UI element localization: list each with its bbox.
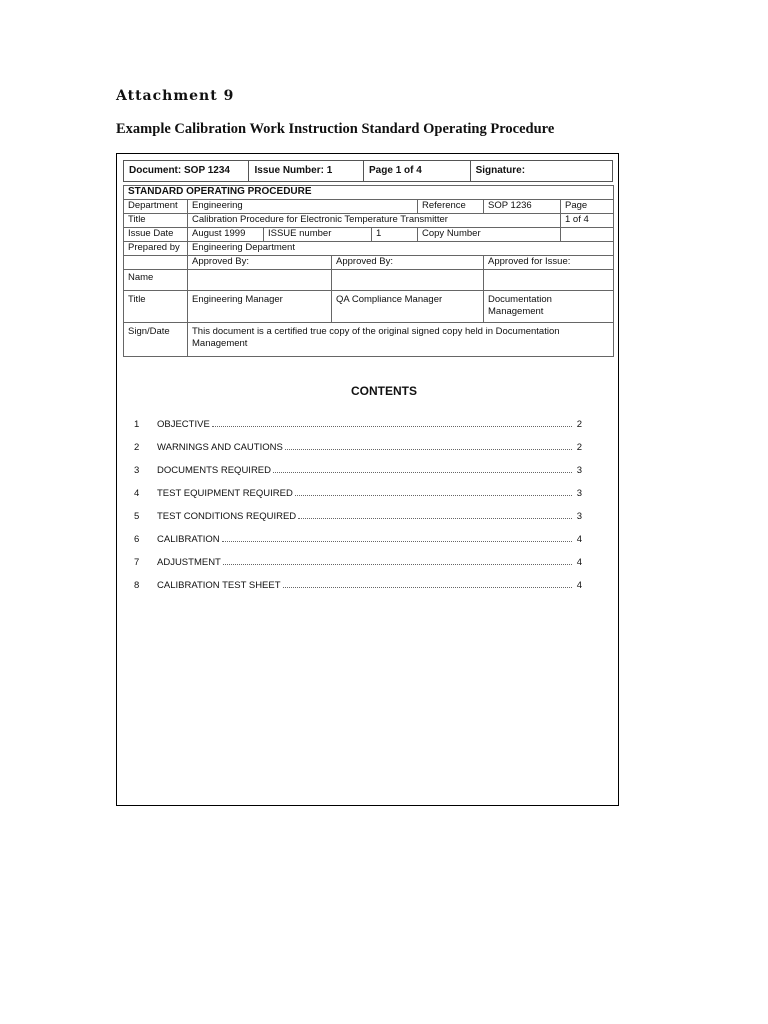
issue-number: Issue Number: 1 xyxy=(249,161,364,181)
approved-by-2: Approved By: xyxy=(332,256,484,270)
page-value: 1 of 4 xyxy=(561,214,614,228)
attachment-heading: Attachment 9 xyxy=(116,88,235,104)
name-cell-2 xyxy=(332,270,484,291)
toc-leader xyxy=(273,472,572,473)
toc-item xyxy=(134,580,582,603)
sop-details-table xyxy=(123,185,614,357)
toc-item xyxy=(134,488,582,511)
toc-number: 2 xyxy=(134,442,140,453)
toc-label: CALIBRATION TEST SHEET xyxy=(157,580,281,591)
document-number: Document: SOP 1234 xyxy=(124,161,249,181)
contents-heading: CONTENTS xyxy=(351,384,417,398)
issue-number-value: 1 xyxy=(372,228,418,242)
toc-item xyxy=(134,442,582,465)
toc-number: 3 xyxy=(134,465,140,476)
toc-number: 1 xyxy=(134,419,140,430)
toc-number: 6 xyxy=(134,534,140,545)
toc-leader xyxy=(285,449,572,450)
name-label: Name xyxy=(124,270,188,291)
document-subheading: Example Calibration Work Instruction Standard Operating Procedure xyxy=(116,121,555,137)
approved-by-1: Approved By: xyxy=(188,256,332,270)
copy-number-value xyxy=(561,228,614,242)
role-qa-compliance-manager: QA Compliance Manager xyxy=(332,291,484,323)
signature-label: Signature: xyxy=(475,165,526,176)
title-value: Calibration Procedure for Electronic Temperature Transmitter xyxy=(188,214,561,228)
toc-number: 8 xyxy=(134,580,140,591)
toc-label: OBJECTIVE xyxy=(157,419,210,430)
toc-leader xyxy=(212,426,572,427)
issue-date-value: August 1999 xyxy=(188,228,264,242)
issue-number-label: ISSUE number xyxy=(264,228,372,242)
toc-page: 2 xyxy=(576,442,582,453)
toc-label: DOCUMENTS REQUIRED xyxy=(157,465,272,476)
toc-item xyxy=(134,534,582,557)
document-header-bar xyxy=(123,160,613,182)
department-value: Engineering xyxy=(188,200,418,214)
title-label: Title xyxy=(124,214,188,228)
toc-page: 4 xyxy=(576,580,582,591)
reference-label: Reference xyxy=(418,200,484,214)
sign-date-label: Sign/Date xyxy=(124,323,188,357)
page-label: Page xyxy=(561,200,614,214)
toc-page: 4 xyxy=(576,557,582,568)
role-title-label: Title xyxy=(124,291,188,323)
toc-label: ADJUSTMENT xyxy=(157,557,221,568)
toc-label: CALIBRATION xyxy=(157,534,220,545)
toc-number: 5 xyxy=(134,511,140,522)
toc-page: 4 xyxy=(576,534,582,545)
toc-page: 2 xyxy=(576,419,582,430)
toc-label: TEST EQUIPMENT REQUIRED xyxy=(157,488,293,499)
name-cell-3 xyxy=(484,270,614,291)
department-label: Department xyxy=(124,200,188,214)
issue-date-label: Issue Date xyxy=(124,228,188,242)
toc-page: 3 xyxy=(576,511,582,522)
toc-leader xyxy=(223,564,572,565)
page-indicator: Page 1 of 4 xyxy=(364,161,471,181)
toc-label: TEST CONDITIONS REQUIRED xyxy=(157,511,297,522)
toc-item xyxy=(134,511,582,534)
sop-title: STANDARD OPERATING PROCEDURE xyxy=(124,186,614,200)
copy-number-label: Copy Number xyxy=(418,228,561,242)
prepared-by-label: Prepared by xyxy=(124,242,188,256)
role-engineering-manager: Engineering Manager xyxy=(188,291,332,323)
table-of-contents xyxy=(134,419,582,603)
prepared-by-value: Engineering Department xyxy=(188,242,614,256)
toc-number: 4 xyxy=(134,488,140,499)
toc-item xyxy=(134,465,582,488)
toc-leader xyxy=(298,518,572,519)
certified-copy-statement: This document is a certified true copy of the original signed copy held in Documentation Management xyxy=(188,323,614,357)
toc-number: 7 xyxy=(134,557,140,568)
reference-value: SOP 1236 xyxy=(484,200,561,214)
toc-page: 3 xyxy=(576,465,582,476)
approval-header-blank xyxy=(124,256,188,270)
toc-page: 3 xyxy=(576,488,582,499)
role-documentation-management: Documentation Management xyxy=(484,291,614,323)
toc-item xyxy=(134,419,582,442)
name-cell-1 xyxy=(188,270,332,291)
toc-label: WARNINGS AND CAUTIONS xyxy=(157,442,283,453)
toc-leader xyxy=(222,541,572,542)
approved-for-issue: Approved for Issue: xyxy=(484,256,614,270)
toc-item xyxy=(134,557,582,580)
toc-leader xyxy=(295,495,572,496)
toc-leader xyxy=(283,587,572,588)
